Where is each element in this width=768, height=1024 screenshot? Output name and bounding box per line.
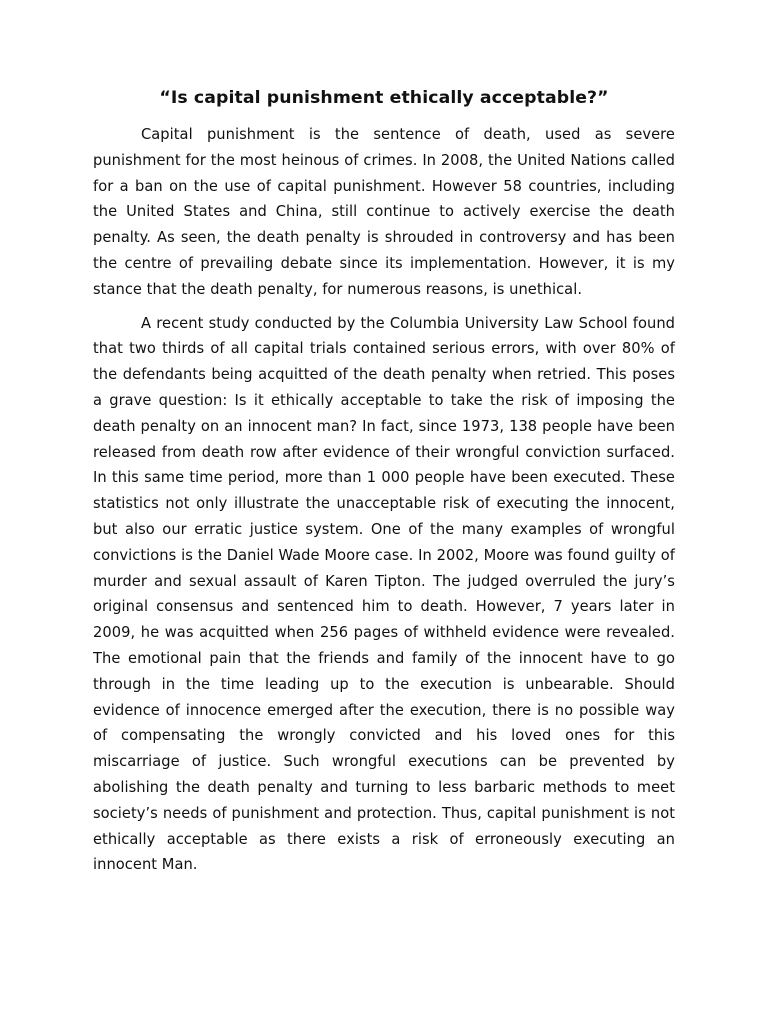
paragraph-wrongful-convictions: A recent study conducted by the Columbia University Law School found that two thirds of all capital trials contained serious errors, with over 80% of the defendants being acquitted of the death penalty when retried. This poses a grave question: Is it ethically acceptable to take the risk of imposing the death penalty on an innocent man? In fact, since 1973, 138 people have been released from death row after evidence of their wrongful conviction surfaced. In this same time period, more than 1 000 people have been executed. These statistics not only illustrate the unacceptable risk of executing the innocent, but also our erratic justice system. One of the many examples of wrongful convictions is the Daniel Wade Moore case. In 2002, Moore was found guilty of murder and sexual assault of Karen Tipton. The judged overruled the jury’s original consensus and sentenced him to death. However, 7 years later in 2009, he was acquitted when 256 pages of withheld evidence were revealed. The emotional pain that the friends and family of the innocent have to go through in the time leading up to the execution is unbearable. Should evidence of innocence emerged after the execution, there is no possible way of compensating the wrongly convicted and his loved ones for this miscarriage of justice. Such wrongful executions can be prevented by abolishing the death penalty and turning to less barbaric methods to meet society’s needs of punishment and protection. Thus, capital punishment is not ethically acceptable as there exists a risk of erroneously executing an innocent Man. — [93, 314, 675, 874]
paragraph-introduction: Capital punishment is the sentence of death, used as severe punishment for the most heinous of crimes. In 2008, the United Nations called for a ban on the use of capital punishment. However 58 countries, including the United States and China, still continue to actively exercise the death penalty. As seen, the death penalty is shrouded in controversy and has been the centre of prevailing debate since its implementation. However, it is my stance that the death penalty, for numerous reasons, is unethical. — [93, 126, 675, 298]
document-title: “Is capital punishment ethically acceptable?” — [159, 88, 609, 108]
document-body — [93, 122, 675, 878]
